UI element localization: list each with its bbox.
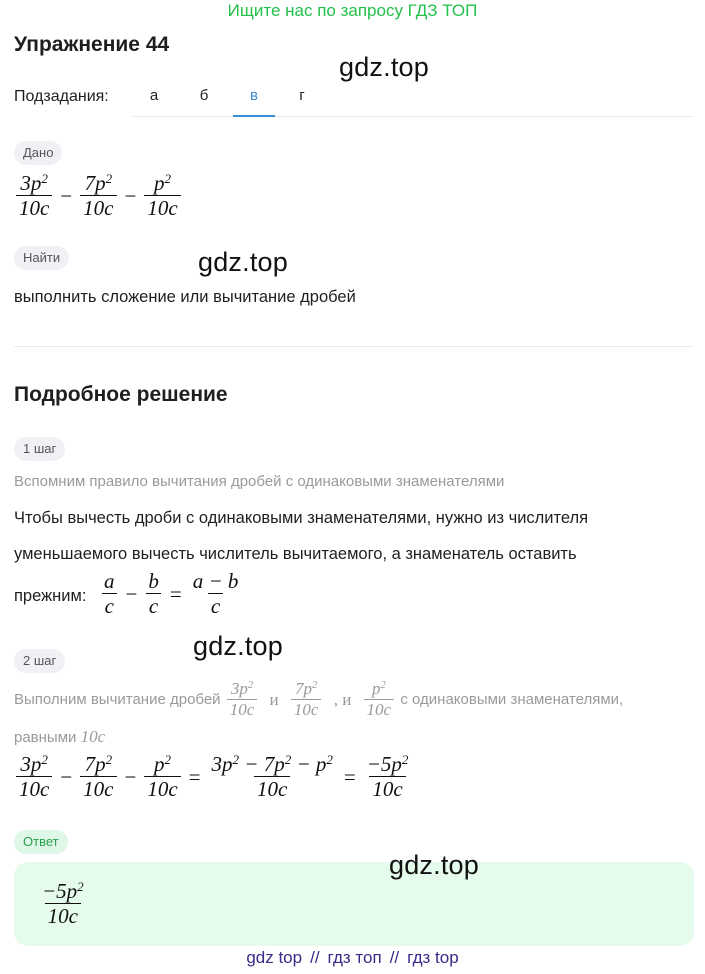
tab-b[interactable]: б xyxy=(199,87,209,104)
footer-link[interactable]: gdz top xyxy=(246,948,303,967)
watermark: gdz.top xyxy=(193,631,283,661)
step2-hint-line2: равными 10c xyxy=(14,727,106,746)
top-banner[interactable]: Ищите нас по запросу ГДЗ ТОП xyxy=(227,1,478,20)
step1-line2: уменьшаемого вычесть числитель вычитаемого, а знаменатель оставить xyxy=(14,545,577,563)
step2-hint: Выполним вычитание дробей $\frac{3p^2}{10c}$ и $\frac{7p^2}{10c}$ , и $\frac{p^2}{10c}$ с одинаковыми знаменателями, xyxy=(14,679,624,719)
fraction: $\frac{p^2}{10c}$ xyxy=(144,753,180,801)
answer-chip: Ответ xyxy=(14,830,68,854)
step1-chip: 1 шаг xyxy=(14,437,65,461)
find-text: выполнить сложение или вычитание дробей xyxy=(14,288,356,306)
fraction: $\frac{a}{c}$ xyxy=(101,570,118,618)
divider xyxy=(14,346,694,347)
fraction: $\frac{3p^2}{10c}$ xyxy=(16,172,52,220)
tab-a[interactable]: а xyxy=(149,87,159,104)
hint-fractions: $\frac{3p^2}{10c}$ и $\frac{7p^2}{10c}$ , и $\frac{p^2}{10c}$ xyxy=(225,689,401,708)
step1-line1: Чтобы вычесть дроби с одинаковыми знаменателями, нужно из числителя xyxy=(14,509,589,527)
page-title: Упражнение 44 xyxy=(14,33,170,56)
fraction: $\frac{7p^2}{10c}$ xyxy=(80,172,116,220)
watermark: gdz.top xyxy=(198,247,288,277)
fraction: $\frac{3p^2 - 7p^2 - p^2}{10c}$ xyxy=(211,751,333,802)
fraction: $\frac{a - b}{c}$ xyxy=(192,569,239,619)
tab-g[interactable]: г xyxy=(299,87,305,104)
given-chip: Дано xyxy=(14,141,62,165)
step2-chip: 2 шаг xyxy=(14,649,65,673)
fraction: $\frac{-5p^2}{10c}$ xyxy=(42,878,84,929)
footer-link[interactable]: гдз top xyxy=(407,948,459,967)
fraction: $\frac{7p^2}{10c}$ xyxy=(80,753,116,801)
step2-computation: $\frac{3p^2}{10c}$ − $\frac{7p^2}{10c}$ − $\frac{p^2}{10c}$ = $\frac{3p^2 - 7p^2 - p^2}{10c}$ = $\frac{-5p^2}{10c}$ xyxy=(14,753,413,801)
given-expression: $\frac{3p^2}{10c}$ − $\frac{7p^2}{10c}$ − $\frac{p^2}{10c}$ xyxy=(14,172,183,220)
solution-heading: Подробное решение xyxy=(14,383,228,406)
find-chip: Найти xyxy=(14,246,69,270)
fraction: $\frac{p^2}{10c}$ xyxy=(364,680,395,719)
footer-link[interactable]: гдз топ xyxy=(327,948,382,967)
step1-hint: Вспомним правило вычитания дробей с одинаковыми знаменателями xyxy=(14,473,505,490)
subtasks-label: Подзадания: xyxy=(14,88,109,105)
footer-links: gdz top // гдз топ // гдз top xyxy=(246,948,459,967)
fraction: $\frac{3p^2}{10c}$ xyxy=(16,753,52,801)
fraction: $\frac{p^2}{10c}$ xyxy=(144,172,180,220)
answer-expression xyxy=(37,880,89,928)
subtask-tabs xyxy=(133,79,693,117)
watermark: gdz.top xyxy=(389,850,479,880)
fraction: $\frac{-5p^2}{10c}$ xyxy=(366,751,409,802)
fraction: $\frac{7p^2}{10c}$ xyxy=(291,680,322,719)
fraction: $\frac{b}{c}$ xyxy=(145,570,162,618)
watermark: gdz.top xyxy=(339,52,429,82)
rule-formula: $\frac{a}{c}$ − $\frac{b}{c}$ = $\frac{a - b}{c}$ xyxy=(99,570,243,618)
tab-v[interactable]: в xyxy=(233,79,275,117)
step1-line3: прежним: xyxy=(14,587,87,605)
answer-box xyxy=(14,862,694,946)
fraction: $\frac{3p^2}{10c}$ xyxy=(227,680,258,719)
